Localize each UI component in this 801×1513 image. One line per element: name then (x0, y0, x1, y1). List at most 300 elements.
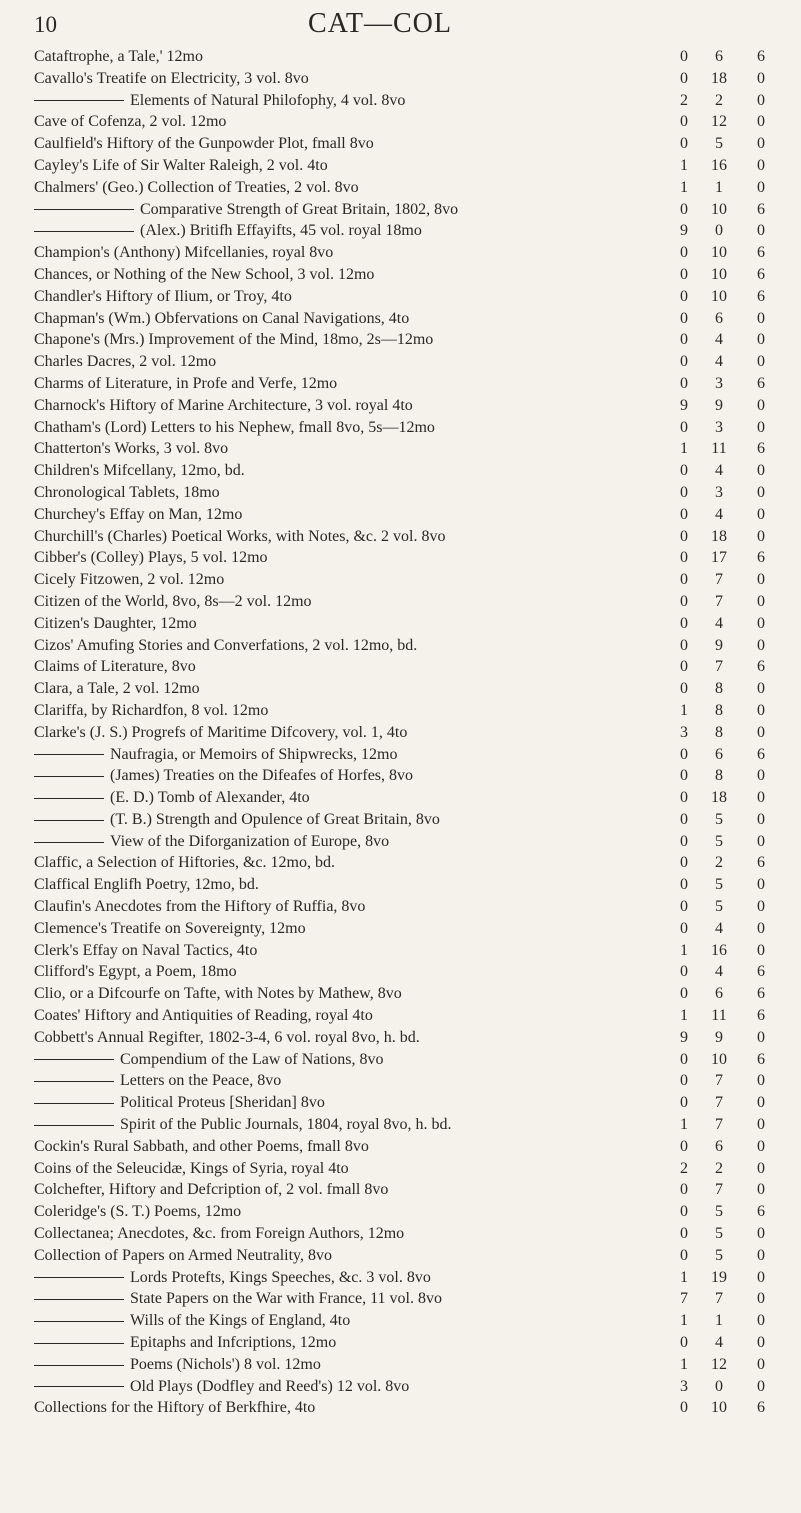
catalogue-entry (0, 155, 801, 177)
entry-title (34, 373, 674, 395)
price-pounds: 0 (680, 767, 688, 785)
price-shillings: 9 (715, 636, 723, 654)
entry-title-text: (James) Treaties on the Difeafes of Horfes, 8vo (110, 767, 414, 785)
price-pence: 0 (757, 1116, 765, 1134)
price-pounds: 1 (680, 156, 688, 174)
catalogue-entry (0, 831, 801, 853)
catalogue-entry (0, 809, 801, 831)
price-pounds: 1 (680, 1355, 688, 1373)
price-pounds: 0 (680, 919, 688, 937)
price-pence: 0 (757, 1334, 765, 1352)
price-pounds: 0 (680, 483, 688, 501)
price-shillings: 18 (711, 69, 727, 87)
price-pence: 0 (757, 898, 765, 916)
entry-title (34, 765, 674, 787)
ditto-rule (34, 1277, 124, 1278)
catalogue-entry (0, 1223, 801, 1245)
catalogue-entry (0, 1158, 801, 1180)
entry-title (34, 656, 674, 678)
catalogue-entry (0, 744, 801, 766)
ditto-rule (34, 820, 104, 821)
price-pence: 0 (757, 636, 765, 654)
entry-title (34, 46, 674, 68)
price-pounds: 1 (680, 440, 688, 458)
price-pounds: 1 (680, 1312, 688, 1330)
entry-title (34, 591, 674, 613)
catalogue-entries (0, 46, 801, 1419)
catalogue-entry (0, 286, 801, 308)
entry-title-text: Caulfield's Hiftory of the Gunpowder Plot, fmall 8vo (34, 135, 374, 153)
catalogue-entry (0, 308, 801, 330)
entry-title (34, 68, 674, 90)
price-shillings: 9 (715, 1028, 723, 1046)
entry-title-text: Spirit of the Public Journals, 1804, royal 8vo, h. bd. (120, 1116, 452, 1134)
price-pence: 0 (757, 331, 765, 349)
entry-title-text: Claims of Literature, 8vo (34, 658, 196, 676)
price-pounds: 0 (680, 832, 688, 850)
catalogue-entry (0, 482, 801, 504)
catalogue-entry (0, 417, 801, 439)
entry-title-text: Cavallo's Treatife on Electricity, 3 vol. 8vo (34, 69, 309, 87)
catalogue-entry (0, 373, 801, 395)
price-pence: 6 (757, 985, 765, 1003)
price-shillings: 12 (711, 113, 727, 131)
price-shillings: 0 (715, 222, 723, 240)
entry-title (34, 678, 674, 700)
catalogue-entry (0, 1245, 801, 1267)
price-pence: 0 (757, 1246, 765, 1264)
ditto-rule (34, 1343, 124, 1344)
price-pence: 6 (757, 963, 765, 981)
price-pence: 6 (757, 549, 765, 567)
catalogue-entry (0, 242, 801, 264)
catalogue-entry (0, 438, 801, 460)
entry-title-text: Collections for the Hiftory of Berkfhire, 4to (34, 1399, 316, 1417)
price-pence: 6 (757, 265, 765, 283)
price-pence: 0 (757, 1377, 765, 1395)
ditto-rule (34, 1081, 114, 1082)
catalogue-entry (0, 46, 801, 68)
entry-title-text: Coins of the Seleucidæ, Kings of Syria, royal 4to (34, 1159, 349, 1177)
price-pounds: 0 (680, 287, 688, 305)
entry-title (34, 1092, 674, 1114)
catalogue-entry (0, 264, 801, 286)
price-pounds: 0 (680, 113, 688, 131)
catalogue-entry (0, 656, 801, 678)
price-shillings: 7 (715, 1116, 723, 1134)
entry-title (34, 961, 674, 983)
price-pounds: 0 (680, 789, 688, 807)
entry-title-text: (Alex.) Britifh Effayifts, 45 vol. royal 18mo (140, 222, 422, 240)
price-shillings: 7 (715, 592, 723, 610)
price-pounds: 1 (680, 1116, 688, 1134)
entry-title (34, 1397, 674, 1419)
price-shillings: 1 (715, 178, 723, 196)
page-number: 10 (34, 12, 57, 37)
entry-title (34, 1354, 674, 1376)
catalogue-entry (0, 395, 801, 417)
ditto-rule (34, 1125, 114, 1126)
entry-title (34, 940, 674, 962)
catalogue-entry (0, 787, 801, 809)
price-shillings: 7 (715, 571, 723, 589)
catalogue-entry (0, 918, 801, 940)
entry-title-text: Epitaphs and Infcriptions, 12mo (130, 1334, 337, 1352)
price-pence: 0 (757, 1312, 765, 1330)
price-pence: 6 (757, 854, 765, 872)
catalogue-entry (0, 1201, 801, 1223)
price-pence: 0 (757, 1355, 765, 1373)
price-pounds: 2 (680, 91, 688, 109)
entry-title (34, 460, 674, 482)
price-pence: 0 (757, 135, 765, 153)
entry-title (34, 918, 674, 940)
price-pounds: 0 (680, 854, 688, 872)
entry-title (34, 1245, 674, 1267)
price-pence: 0 (757, 767, 765, 785)
entry-title-text: State Papers on the War with France, 11 vol. 8vo (130, 1290, 442, 1308)
price-pounds: 0 (680, 680, 688, 698)
price-pence: 0 (757, 505, 765, 523)
entry-title-text: Letters on the Peace, 8vo (120, 1072, 282, 1090)
catalogue-entry (0, 852, 801, 874)
entry-title-text: Citizen of the World, 8vo, 8s—2 vol. 12mo (34, 592, 312, 610)
entry-title-text: Clarke's (J. S.) Progrefs of Maritime Difcovery, vol. 1, 4to (34, 723, 408, 741)
entry-title-text: Collectanea; Anecdotes, &c. from Foreign Authors, 12mo (34, 1225, 405, 1243)
price-shillings: 4 (715, 505, 723, 523)
entry-title-text: Cave of Cofenza, 2 vol. 12mo (34, 113, 227, 131)
price-pence: 0 (757, 1181, 765, 1199)
entry-title-text: Coleridge's (S. T.) Poems, 12mo (34, 1203, 242, 1221)
price-pence: 0 (757, 483, 765, 501)
entry-title-text: Claffical Englifh Poetry, 12mo, bd. (34, 876, 259, 894)
price-shillings: 2 (715, 854, 723, 872)
price-pounds: 0 (680, 505, 688, 523)
price-pounds: 0 (680, 374, 688, 392)
price-shillings: 10 (711, 1399, 727, 1417)
entry-title-text: Cicely Fitzowen, 2 vol. 12mo (34, 571, 225, 589)
entry-title (34, 1070, 674, 1092)
price-shillings: 17 (711, 549, 727, 567)
entry-title (34, 111, 674, 133)
price-pounds: 0 (680, 876, 688, 894)
catalogue-entry (0, 1049, 801, 1071)
catalogue-entry (0, 177, 801, 199)
catalogue-entry (0, 591, 801, 613)
entry-title-text: Claffic, a Selection of Hiftories, &c. 12mo, bd. (34, 854, 335, 872)
price-pence: 0 (757, 353, 765, 371)
price-shillings: 11 (711, 440, 727, 458)
price-pounds: 3 (680, 723, 688, 741)
catalogue-entry (0, 526, 801, 548)
entry-title-text: Cobbett's Annual Regifter, 1802-3-4, 6 vol. royal 8vo, h. bd. (34, 1028, 420, 1046)
price-shillings: 3 (715, 374, 723, 392)
entry-title-text: Citizen's Daughter, 12mo (34, 614, 197, 632)
price-shillings: 6 (715, 745, 723, 763)
entry-title-text: Clifford's Egypt, a Poem, 18mo (34, 963, 237, 981)
price-shillings: 1 (715, 1312, 723, 1330)
price-pounds: 0 (680, 309, 688, 327)
price-shillings: 5 (715, 1246, 723, 1264)
catalogue-entry (0, 874, 801, 896)
entry-title-text: Charms of Literature, in Profe and Verfe, 12mo (34, 374, 338, 392)
price-shillings: 4 (715, 963, 723, 981)
entry-title-text: Naufragia, or Memoirs of Shipwrecks, 12mo (110, 745, 398, 763)
price-pence: 0 (757, 396, 765, 414)
price-pounds: 0 (680, 1203, 688, 1221)
entry-title-text: Chandler's Hiftory of Ilium, or Troy, 4to (34, 287, 292, 305)
price-pounds: 9 (680, 222, 688, 240)
catalogue-entry (0, 351, 801, 373)
catalogue-entry (0, 722, 801, 744)
entry-title (34, 809, 674, 831)
entry-title (34, 1158, 674, 1180)
price-shillings: 10 (711, 1050, 727, 1068)
catalogue-entry (0, 1005, 801, 1027)
price-pounds: 0 (680, 614, 688, 632)
price-pounds: 0 (680, 963, 688, 981)
price-shillings: 18 (711, 789, 727, 807)
entry-title (34, 526, 674, 548)
price-shillings: 5 (715, 832, 723, 850)
entry-title (34, 1136, 674, 1158)
entry-title-text: Colchefter, Hiftory and Defcription of, 2 vol. fmall 8vo (34, 1181, 389, 1199)
entry-title-text: Chronological Tablets, 18mo (34, 483, 220, 501)
price-pence: 0 (757, 91, 765, 109)
catalogue-entry (0, 961, 801, 983)
entry-title (34, 1376, 674, 1398)
entry-title-text: Cizos' Amufing Stories and Converfations, 2 vol. 12mo, bd. (34, 636, 418, 654)
price-shillings: 7 (715, 1094, 723, 1112)
entry-title (34, 286, 674, 308)
entry-title (34, 1201, 674, 1223)
entry-title-text: Clemence's Treatife on Sovereignty, 12mo (34, 919, 306, 937)
ditto-rule (34, 209, 134, 210)
running-head: CAT—COL (308, 8, 452, 39)
price-pence: 6 (757, 1399, 765, 1417)
catalogue-entry (0, 68, 801, 90)
catalogue-entry (0, 111, 801, 133)
catalogue-entry (0, 1376, 801, 1398)
catalogue-entry (0, 1114, 801, 1136)
entry-title-text: Political Proteus [Sheridan] 8vo (120, 1094, 325, 1112)
price-pounds: 0 (680, 135, 688, 153)
entry-title-text: (T. B.) Strength and Opulence of Great Britain, 8vo (110, 810, 440, 828)
price-pounds: 0 (680, 48, 688, 65)
entry-title-text: Churchill's (Charles) Poetical Works, with Notes, &c. 2 vol. 8vo (34, 527, 446, 545)
entry-title (34, 220, 674, 242)
price-pounds: 1 (680, 701, 688, 719)
price-pence: 6 (757, 287, 765, 305)
entry-title (34, 155, 674, 177)
catalogue-entry (0, 1288, 801, 1310)
entry-title (34, 417, 674, 439)
price-pence: 0 (757, 789, 765, 807)
price-pounds: 0 (680, 1181, 688, 1199)
price-pounds: 0 (680, 1072, 688, 1090)
price-pounds: 0 (680, 592, 688, 610)
price-pence: 6 (757, 1203, 765, 1221)
ditto-rule (34, 754, 104, 755)
price-shillings: 8 (715, 723, 723, 741)
price-pounds: 3 (680, 1377, 688, 1395)
catalogue-entry (0, 220, 801, 242)
price-shillings: 7 (715, 1290, 723, 1308)
price-pence: 0 (757, 876, 765, 894)
ditto-rule (34, 100, 124, 101)
price-shillings: 3 (715, 483, 723, 501)
price-pence: 0 (757, 919, 765, 937)
price-pence: 0 (757, 571, 765, 589)
price-pence: 0 (757, 941, 765, 959)
entry-title-text: Churchey's Effay on Man, 12mo (34, 505, 243, 523)
price-pounds: 1 (680, 1268, 688, 1286)
price-pence: 6 (757, 658, 765, 676)
price-shillings: 0 (715, 1377, 723, 1395)
ditto-rule (34, 1059, 114, 1060)
ditto-rule (34, 798, 104, 799)
price-pence: 0 (757, 810, 765, 828)
price-pounds: 0 (680, 1050, 688, 1068)
entry-title-text: Cataftrophe, a Tale,' 12mo (34, 48, 203, 65)
price-pounds: 0 (680, 244, 688, 262)
price-shillings: 4 (715, 919, 723, 937)
price-pounds: 1 (680, 1007, 688, 1025)
entry-title-text: Clerk's Effay on Naval Tactics, 4to (34, 941, 258, 959)
price-pence: 6 (757, 48, 765, 65)
entry-title-text: Poems (Nichols') 8 vol. 12mo (130, 1355, 321, 1373)
price-shillings: 6 (715, 309, 723, 327)
price-shillings: 8 (715, 767, 723, 785)
price-pence: 0 (757, 309, 765, 327)
catalogue-entry (0, 700, 801, 722)
price-pounds: 0 (680, 658, 688, 676)
entry-title (34, 329, 674, 351)
entry-title-text: View of the Diforganization of Europe, 8vo (110, 832, 390, 850)
price-pence: 6 (757, 440, 765, 458)
price-shillings: 4 (715, 353, 723, 371)
price-shillings: 2 (715, 91, 723, 109)
price-pounds: 0 (680, 1334, 688, 1352)
price-pounds: 0 (680, 1246, 688, 1264)
catalogue-entry (0, 133, 801, 155)
entry-title-text: Compendium of the Law of Nations, 8vo (120, 1050, 384, 1068)
price-pounds: 0 (680, 810, 688, 828)
entry-title-text: Chapman's (Wm.) Obfervations on Canal Navigations, 4to (34, 309, 410, 327)
entry-title (34, 1310, 674, 1332)
entry-title (34, 133, 674, 155)
price-shillings: 5 (715, 898, 723, 916)
price-pounds: 0 (680, 69, 688, 87)
entry-title (34, 308, 674, 330)
price-shillings: 16 (711, 156, 727, 174)
entry-title (34, 395, 674, 417)
price-pence: 0 (757, 592, 765, 610)
entry-title-text: Children's Mifcellany, 12mo, bd. (34, 462, 245, 480)
price-pence: 0 (757, 1290, 765, 1308)
catalogue-entry (0, 1267, 801, 1289)
ditto-rule (34, 1321, 124, 1322)
entry-title (34, 896, 674, 918)
entry-title (34, 199, 674, 221)
entry-title-text: Claufin's Anecdotes from the Hiftory of Ruffia, 8vo (34, 898, 366, 916)
price-pounds: 0 (680, 571, 688, 589)
ditto-rule (34, 1299, 124, 1300)
price-shillings: 19 (711, 1268, 727, 1286)
catalogue-entry (0, 1332, 801, 1354)
price-pence: 0 (757, 701, 765, 719)
price-pounds: 0 (680, 462, 688, 480)
price-pence: 0 (757, 418, 765, 436)
ditto-rule (34, 1365, 124, 1366)
catalogue-entry (0, 1070, 801, 1092)
price-pounds: 0 (680, 636, 688, 654)
price-pence: 0 (757, 614, 765, 632)
price-pence: 0 (757, 723, 765, 741)
price-shillings: 12 (711, 1355, 727, 1373)
catalogue-entry (0, 547, 801, 569)
entry-title (34, 1179, 674, 1201)
price-pence: 0 (757, 1268, 765, 1286)
entry-title (34, 1332, 674, 1354)
catalogue-entry (0, 199, 801, 221)
catalogue-entry (0, 1092, 801, 1114)
price-pounds: 0 (680, 1137, 688, 1155)
entry-title (34, 874, 674, 896)
price-pence: 6 (757, 374, 765, 392)
price-pounds: 0 (680, 549, 688, 567)
price-pounds: 0 (680, 898, 688, 916)
price-pence: 0 (757, 156, 765, 174)
price-shillings: 18 (711, 527, 727, 545)
price-pence: 6 (757, 1050, 765, 1068)
price-shillings: 2 (715, 1159, 723, 1177)
price-shillings: 5 (715, 810, 723, 828)
ditto-rule (34, 776, 104, 777)
catalogue-entry (0, 1179, 801, 1201)
entry-title (34, 1223, 674, 1245)
entry-title-text: Chapone's (Mrs.) Improvement of the Mind, 18mo, 2s—12mo (34, 331, 434, 349)
price-shillings: 6 (715, 48, 723, 65)
catalogue-entry (0, 940, 801, 962)
entry-title-text: Wills of the Kings of England, 4to (130, 1312, 351, 1330)
price-shillings: 7 (715, 1181, 723, 1199)
price-pence: 0 (757, 222, 765, 240)
entry-title (34, 90, 674, 112)
price-pounds: 2 (680, 1159, 688, 1177)
entry-title-text: Comparative Strength of Great Britain, 1802, 8vo (140, 200, 459, 218)
price-shillings: 10 (711, 265, 727, 283)
price-shillings: 10 (711, 200, 727, 218)
price-pounds: 1 (680, 941, 688, 959)
price-shillings: 4 (715, 1334, 723, 1352)
price-pence: 0 (757, 113, 765, 131)
catalogue-entry (0, 765, 801, 787)
price-pounds: 9 (680, 396, 688, 414)
catalogue-entry (0, 504, 801, 526)
entry-title-text: Clara, a Tale, 2 vol. 12mo (34, 680, 200, 698)
entry-title (34, 482, 674, 504)
entry-title (34, 613, 674, 635)
price-pounds: 0 (680, 331, 688, 349)
entry-title-text: Cayley's Life of Sir Walter Raleigh, 2 vol. 4to (34, 156, 328, 174)
catalogue-entry (0, 569, 801, 591)
catalogue-entry (0, 1397, 801, 1419)
entry-title-text: Old Plays (Dodfley and Reed's) 12 vol. 8vo (130, 1377, 410, 1395)
catalogue-entry (0, 460, 801, 482)
price-pounds: 0 (680, 418, 688, 436)
price-pounds: 0 (680, 1399, 688, 1417)
